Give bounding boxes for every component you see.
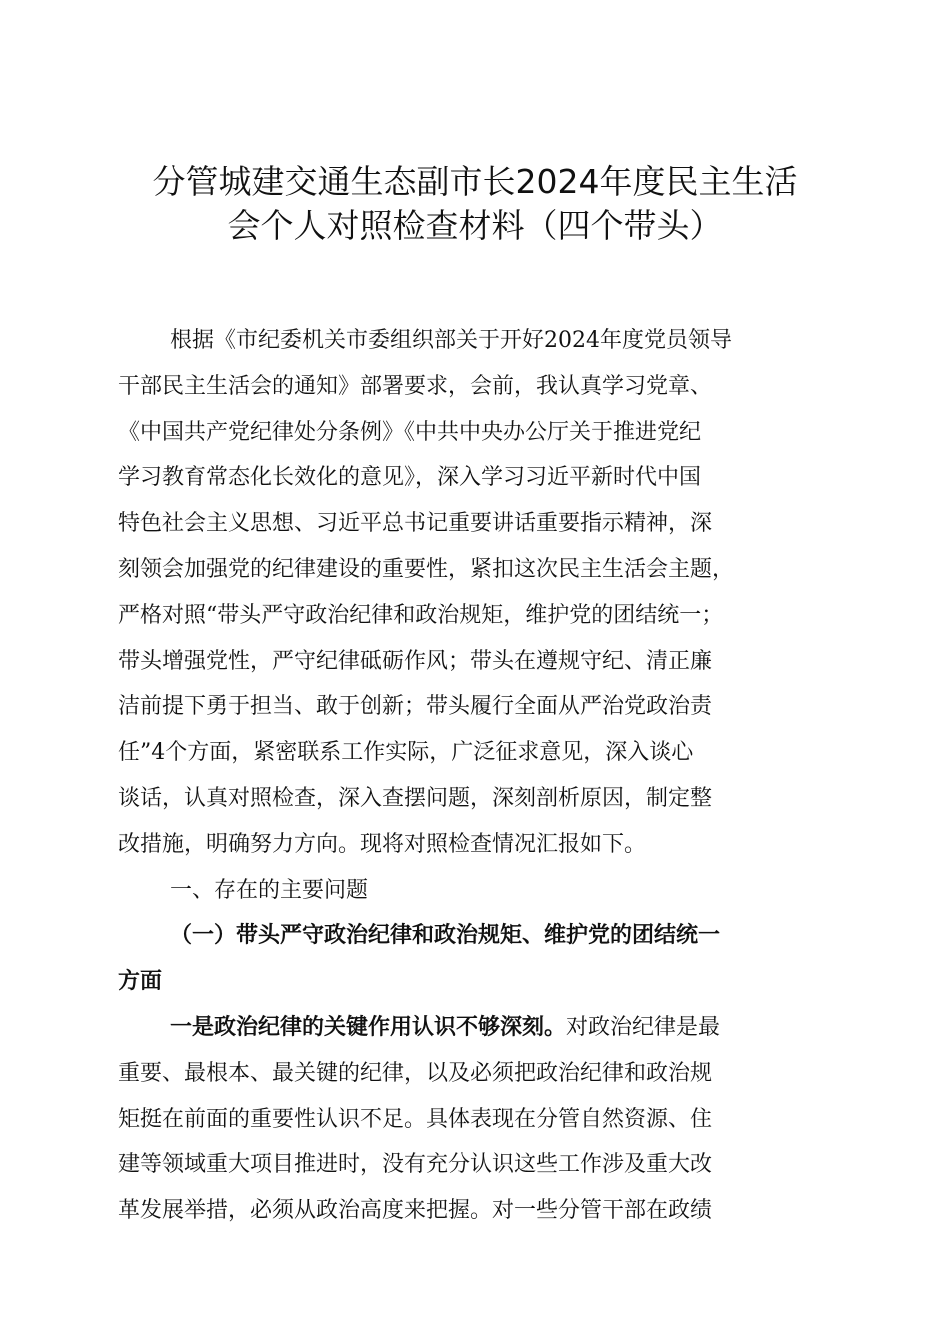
point-1-line: 矩挺在前面的重要性认识不足。具体表现在分管自然资源、住 (118, 1106, 713, 1132)
intro-line: 《中国共产党纪律处分条例》《中共中央办公厅关于推进党纪 (118, 419, 702, 445)
document-body (118, 318, 830, 1234)
subsection-heading-line-2: 方面 (118, 969, 163, 995)
intro-line: 学习教育常态化长效化的意见》，深入学习习近平新时代中国 (118, 465, 702, 491)
intro-line: 谈话，认真对照检查，深入查摆问题，深刻剖析原因，制定整 (118, 785, 713, 811)
section-heading: 一、存在的主要问题 (170, 877, 369, 903)
document-title (90, 160, 860, 248)
point-1-line: 革发展举措，必须从政治高度来把握。对一些分管干部在政绩 (118, 1198, 713, 1224)
point-1-line: 建等领域重大项目推进时，没有充分认识这些工作涉及重大改 (118, 1152, 713, 1178)
subsection-heading-line-1: （一）带头严守政治纪律和政治规矩、维护党的团结统一 (170, 923, 721, 949)
intro-line: 刻领会加强党的纪律建设的重要性，紧扣这次民主生活会主题， (118, 556, 735, 582)
intro-line: 特色社会主义思想、习近平总书记重要讲话重要指示精神，深 (118, 511, 713, 537)
point-1-first-line (118, 1005, 830, 1051)
intro-line: 根据《市纪委机关市委组织部关于开好2024年度党员领导 (170, 328, 732, 353)
intro-line: 带头增强党性，严守纪律砥砺作风；带头在遵规守纪、清正廉 (118, 648, 713, 674)
point-1-line: 重要、最根本、最关键的纪律，以及必须把政治纪律和政治规 (118, 1060, 713, 1086)
intro-line: 干部民主生活会的通知》部署要求，会前，我认真学习党章、 (118, 373, 713, 399)
intro-line: 洁前提下勇于担当、敢于创新；带头履行全面从严治党政治责 (118, 694, 713, 720)
title-line-1: 分管城建交通生态副市长2024年度民主生活 (152, 162, 798, 201)
intro-line: 任”4个方面，紧密联系工作实际，广泛征求意见，深入谈心 (118, 740, 694, 766)
title-line-2: 会个人对照检查材料（四个带头） (227, 206, 723, 245)
intro-line: 严格对照“带头严守政治纪律和政治规矩，维护党的团结统一； (118, 602, 724, 628)
point-1-first-rest: 对政治纪律是最 (566, 1014, 721, 1040)
point-1-lead: 一是政治纪律的关键作用认识不够深刻。 (170, 1014, 567, 1040)
intro-line: 改措施，明确努力方向。现将对照检查情况汇报如下。 (118, 831, 647, 857)
